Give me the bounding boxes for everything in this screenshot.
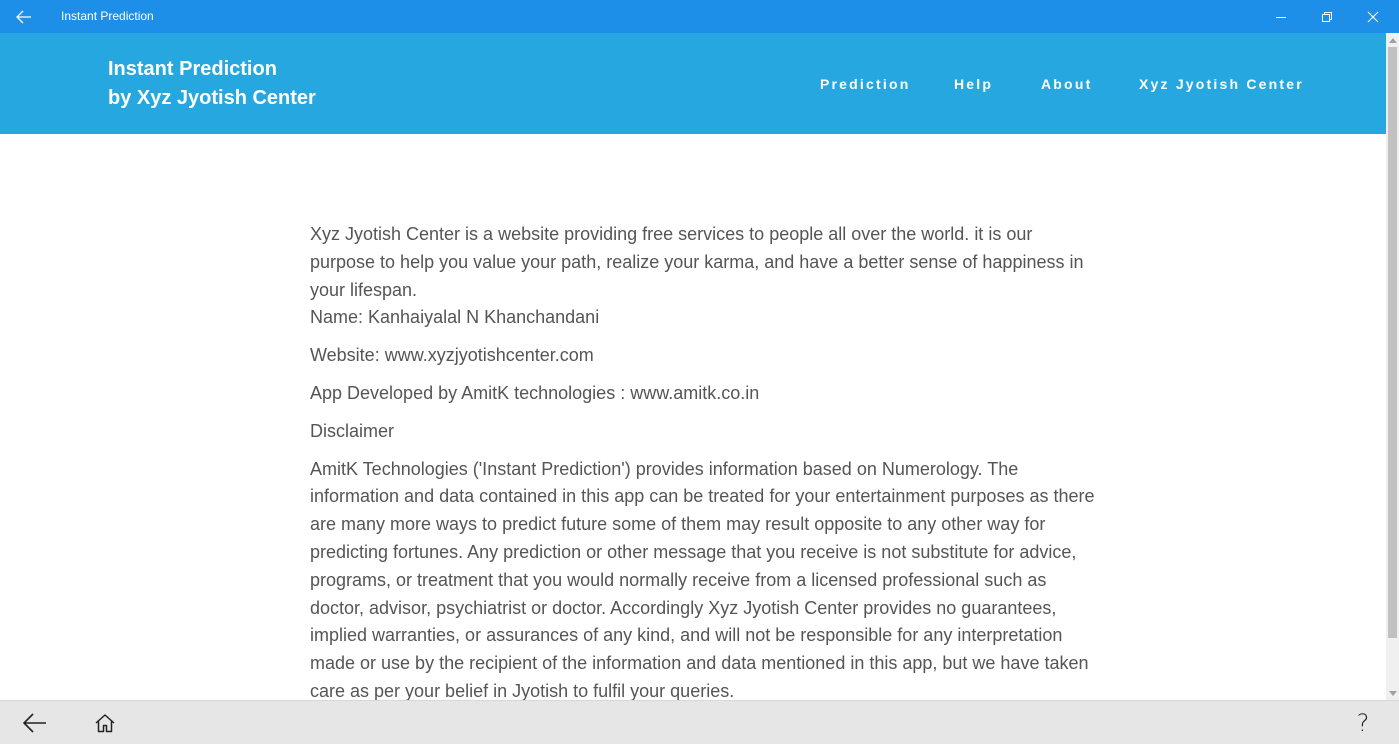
scrollbar-thumb[interactable] — [1388, 47, 1397, 638]
about-text — [310, 221, 1095, 700]
bottom-back-button[interactable] — [13, 701, 57, 745]
about-content — [0, 134, 1386, 700]
nav-help[interactable]: Help — [954, 76, 994, 92]
close-button[interactable] — [1350, 0, 1396, 33]
close-icon — [1367, 11, 1379, 23]
restore-icon — [1321, 11, 1333, 23]
intro-paragraph: Xyz Jyotish Center is a website providing free services to people all over the world. it is our purpose to help you value your path, realize your karma, and have a better sense of happiness in your lifespan. — [310, 224, 1084, 300]
minimize-button[interactable] — [1258, 0, 1304, 33]
back-arrow-icon — [23, 713, 47, 733]
nav-about[interactable]: About — [1041, 76, 1093, 92]
brand-line-1: Instant Prediction — [108, 58, 277, 80]
home-button[interactable] — [83, 701, 127, 745]
back-arrow-icon — [16, 10, 32, 24]
brand-line-2: by Xyz Jyotish Center — [108, 87, 316, 109]
nav-prediction[interactable]: Prediction — [820, 76, 911, 92]
nav-xyz-jyotish-center[interactable]: Xyz Jyotish Center — [1139, 76, 1304, 92]
disclaimer-heading: Disclaimer — [310, 420, 395, 441]
titlebar-back-button[interactable] — [0, 0, 48, 33]
developer-line: App Developed by AmitK technologies : www.amitk.co.in — [310, 382, 760, 403]
disclaimer-paragraph: AmitK Technologies ('Instant Prediction') provides information based on Numerology. The information and data contained in this app can be treated for your entertainment purposes as there are many more ways to predict future some of them may result opposite to any other way for predicting fortunes. Any prediction or other message that you receive is not substitute for advice, programs, or treatment that you would normally receive from a licensed professional such as doctor, advisor, psychiatrist or doctor. Accordingly Xyz Jyotish Center provides no guarantees, implied warranties, or assurances of any kind, and will not be responsible for any interpretation made or use by the recipient of the information and data mentioned in this app, but we have taken care as per your belief in Jyotish to fulfil your queries. — [310, 458, 1095, 700]
bottom-app-bar — [0, 700, 1399, 744]
scroll-down-arrow-icon[interactable] — [1386, 686, 1399, 700]
window-title: Instant Prediction — [61, 9, 154, 23]
owner-name: Name: Kanhaiyalal N Khanchandani — [310, 307, 600, 328]
scroll-up-arrow-icon[interactable] — [1386, 33, 1399, 47]
help-button[interactable] — [1341, 701, 1385, 745]
vertical-scrollbar[interactable] — [1386, 33, 1399, 700]
brand-title — [108, 55, 316, 113]
title-bar — [0, 0, 1399, 33]
website-line: Website: www.xyzjyotishcenter.com — [310, 345, 594, 366]
help-icon: ? — [1356, 709, 1370, 737]
minimize-icon — [1275, 11, 1287, 23]
app-header — [0, 33, 1386, 134]
home-icon — [94, 713, 116, 733]
restore-button[interactable] — [1304, 0, 1350, 33]
